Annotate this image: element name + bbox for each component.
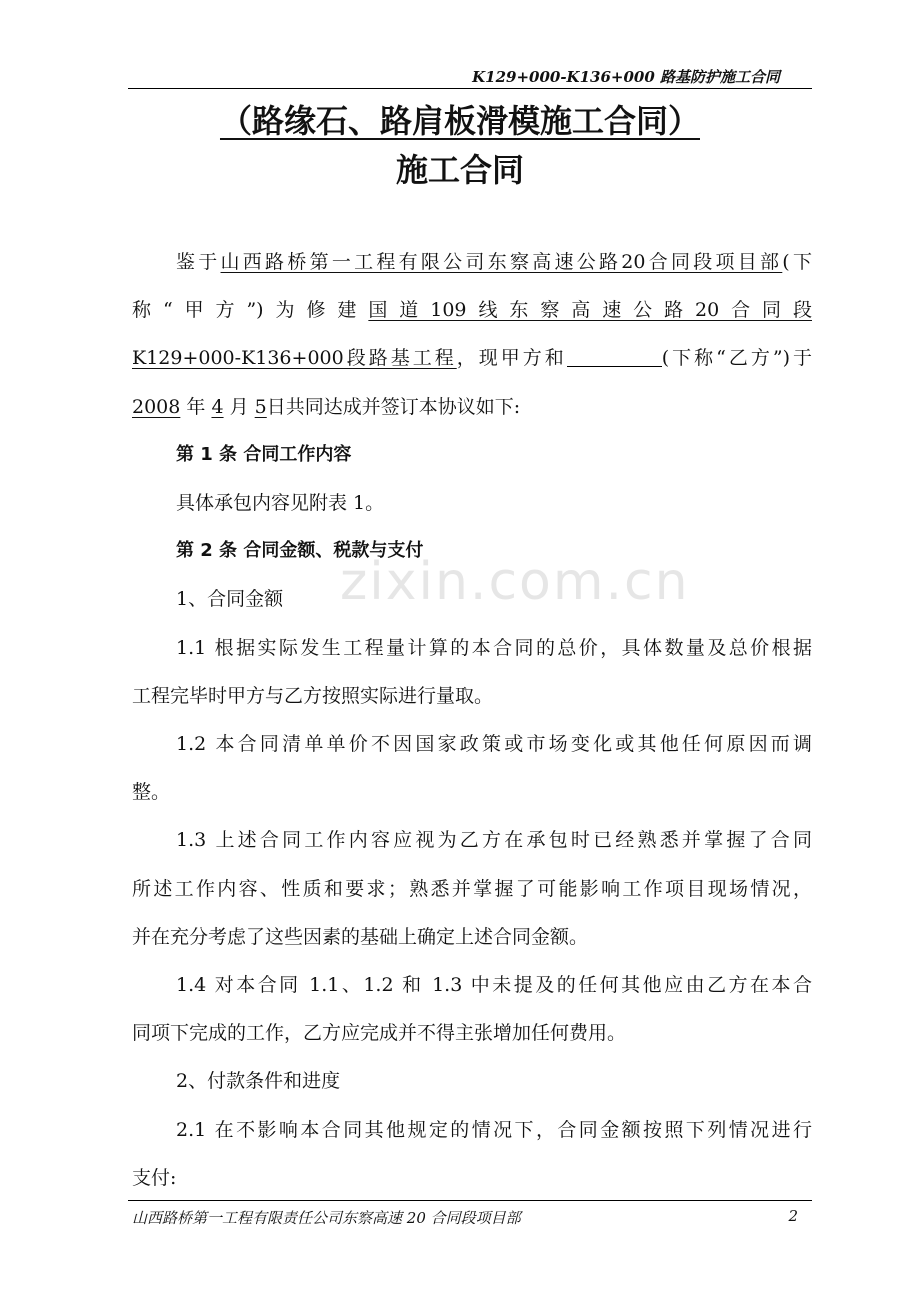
- page-number: 2: [788, 1207, 798, 1225]
- clause-1-2-line-1: 1.2 本合同清单单价不因国家政策或市场变化或其他任何原因而调: [176, 733, 812, 756]
- article-2-heading: 第 2 条 合同金额、税款与支付: [176, 540, 424, 562]
- clause-1-4-line-1: 1.4 对本合同 1.1、1.2 和 1.3 中未提及的任何其他应由乙方在本合: [176, 974, 812, 997]
- party-b-blank: [567, 346, 662, 367]
- footer-text: 山西路桥第一工程有限责任公司东察高速 20 合同段项目部: [132, 1209, 521, 1227]
- clause-1-3-line-2: 所述工作内容、性质和要求；熟悉并掌握了可能影响工作项目现场情况，: [132, 877, 812, 900]
- clause-2-1-line-1: 2.1 在不影响本合同其他规定的情况下，合同金额按照下列情况进行: [176, 1118, 812, 1141]
- clause-1-3-line-3: 并在充分考虑了这些因素的基础上确定上述合同金额。: [132, 925, 589, 948]
- article-1-content: 具体承包内容见附表 1。: [176, 492, 385, 515]
- contract-title: 施工合同: [395, 151, 524, 189]
- intro-line-1: 鉴于山西路桥第一工程有限公司东察高速公路20合同段项目部(下: [176, 251, 812, 273]
- intro-line-3: K129+000-K136+000段路基工程，现甲方和 (下称“乙方”)于: [132, 347, 812, 370]
- sign-day: 5: [254, 395, 267, 418]
- contract-subtitle: （路缘石、路肩板滑模施工合同）: [219, 102, 700, 140]
- contract-body: [132, 238, 812, 1202]
- clause-1-1-line-2: 工程完毕时甲方与乙方按照实际进行量取。: [132, 684, 494, 707]
- project-name: 国道109线东察高速公路20合同段: [368, 299, 812, 322]
- clause-1-2-line-2: 整。: [132, 781, 171, 804]
- watermark: zixin.com.cn: [340, 552, 690, 612]
- article-1-heading: 第 1 条 合同工作内容: [176, 443, 352, 465]
- project-section: K129+000-K136+000段路基工程: [132, 347, 457, 370]
- clause-2-1-line-2: 支付:: [132, 1166, 177, 1189]
- clause-1-4-line-2: 同项下完成的工作，乙方应完成并不得主张增加任何费用。: [132, 1022, 627, 1045]
- section-1-heading: 1、合同金额: [176, 588, 284, 611]
- sign-month: 4: [211, 395, 224, 418]
- header-text: K129+000-K136+000 路基防护施工合同: [472, 68, 780, 86]
- section-2-heading: 2、付款条件和进度: [176, 1070, 341, 1093]
- page-header: [128, 64, 812, 89]
- party-a-name: 山西路桥第一工程有限公司东察高速公路20合同段项目部: [220, 251, 783, 273]
- page-footer: [128, 1200, 812, 1229]
- sign-year: 2008: [132, 395, 181, 418]
- clause-1-1-line-1: 1.1 根据实际发生工程量计算的本合同的总价，具体数量及总价根据: [176, 636, 812, 659]
- clause-1-3-line-1: 1.3 上述合同工作内容应视为乙方在承包时已经熟悉并掌握了合同: [176, 829, 812, 852]
- intro-line-2: 称“甲方”)为修建国道109线东察高速公路20合同段: [132, 299, 812, 322]
- intro-line-4: 2008 年 4 月 5日共同达成并签订本协议如下:: [132, 395, 521, 418]
